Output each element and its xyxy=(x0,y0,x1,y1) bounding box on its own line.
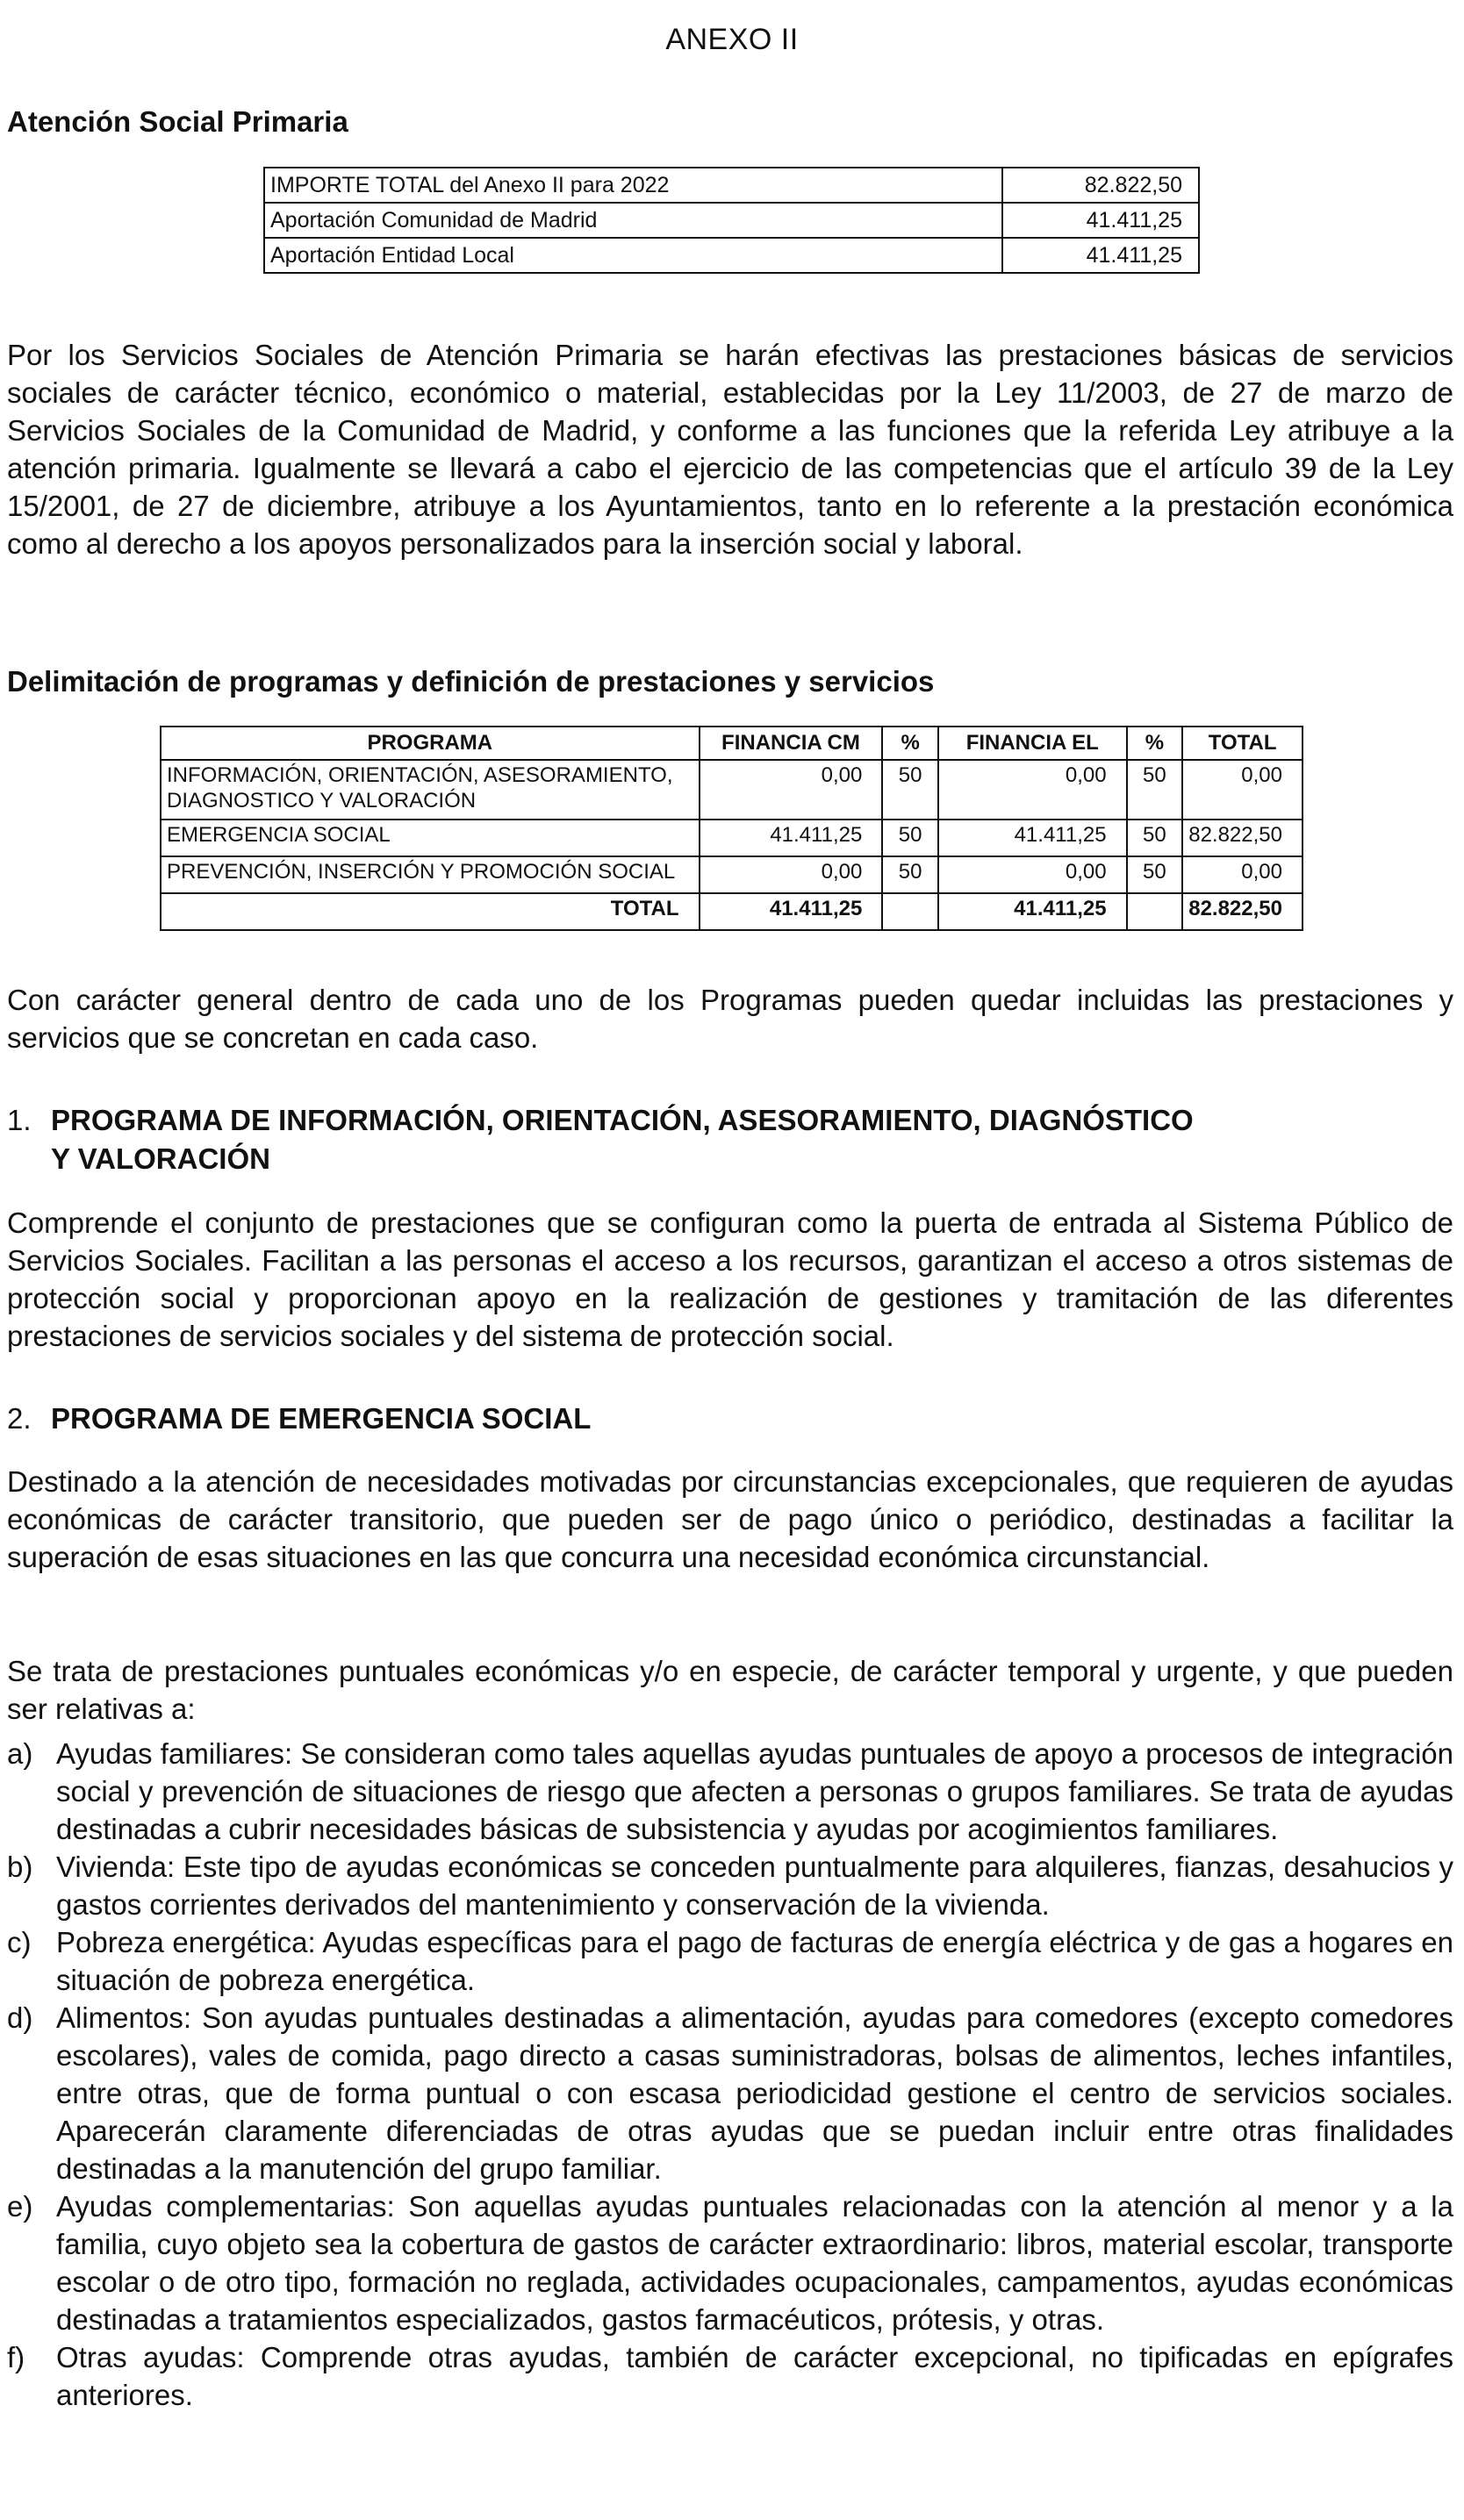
list-item-text: Otras ayudas: Comprende otras ayudas, también de carácter excepcional, no tipificadas en epígrafes anteriores. xyxy=(56,2341,1453,2411)
list-marker: f) xyxy=(7,2341,25,2373)
list-marker: d) xyxy=(7,2001,33,2034)
list-item xyxy=(7,2338,1453,2414)
summary-label: IMPORTE TOTAL del Anexo II para 2022 xyxy=(264,168,1002,203)
table-row xyxy=(161,760,1303,820)
cell-financia-el: 41.411,25 xyxy=(938,820,1127,856)
summary-label: Aportación Comunidad de Madrid xyxy=(264,203,1002,238)
annex-title: ANEXO II xyxy=(665,23,799,56)
program2-heading xyxy=(7,1400,1446,1438)
section-title: Atención Social Primaria xyxy=(7,105,348,138)
program2-number: 2. xyxy=(7,1402,32,1435)
table-row xyxy=(161,856,1303,893)
cell-programa: PREVENCIÓN, INSERCIÓN Y PROMOCIÓN SOCIAL xyxy=(161,856,700,893)
general-paragraph: Con carácter general dentro de cada uno de los Programas pueden quedar incluidas las prestaciones y servicios que se concretan en cada caso. xyxy=(7,984,1453,1054)
program1-title-line1: PROGRAMA DE INFORMACIÓN, ORIENTACIÓN, ASESORAMIENTO, DIAGNÓSTICO xyxy=(51,1104,1194,1136)
total-label: TOTAL xyxy=(161,893,700,930)
total-financia-cm: 41.411,25 xyxy=(700,893,883,930)
intro-paragraph: Por los Servicios Sociales de Atención Primaria se harán efectivas las prestaciones básicas de servicios sociales de carácter técnico, económico o material, establecidas por la Ley 11/2003, de 27 de marzo de Servicios Sociales de la Comunidad de Madrid, y conforme a las funciones que la referida Ley atribuye a la atención primaria. Igualmente se llevará a cabo el ejercicio de las competencias que el artículo 39 de la Ley 15/2001, de 27 de diciembre, atribuye a los Ayuntamientos, tanto en lo referente a la prestación económica como al derecho a los apoyos personalizados para la inserción social y laboral. xyxy=(7,339,1453,560)
list-marker: e) xyxy=(7,2190,33,2223)
list-item xyxy=(7,2187,1453,2338)
program2-text2: Se trata de prestaciones puntuales económicas y/o en especie, de carácter temporal y urgente, y que pueden ser relativas a: xyxy=(7,1655,1453,1725)
col-header-programa: PROGRAMA xyxy=(161,727,700,760)
table-row xyxy=(161,820,1303,856)
cell-pct-cm: 50 xyxy=(882,856,938,893)
list-item xyxy=(7,1848,1453,1923)
aid-types-list xyxy=(7,1735,1453,2414)
cell-pct-el: 50 xyxy=(1127,760,1183,820)
summary-value: 82.822,50 xyxy=(1002,168,1199,203)
programs-table xyxy=(160,726,1303,931)
cell-total: 0,00 xyxy=(1182,760,1303,820)
list-item-text: Ayudas familiares: Se consideran como tales aquellas ayudas puntuales de apoyo a procesos de integración social y prevención de situaciones de riesgo que afecten a personas o grupos familiares. Se trata de ayudas destinadas a cubrir necesidades básicas de subsistencia y ayudas por acogimientos familiares. xyxy=(56,1737,1453,1845)
list-item xyxy=(7,1735,1453,1848)
summary-value: 41.411,25 xyxy=(1002,238,1199,273)
cell-financia-el: 0,00 xyxy=(938,760,1127,820)
list-item-text: Alimentos: Son ayudas puntuales destinadas a alimentación, ayudas para comedores (excepto comedores escolares), vales de comida, pago directo a casas suministradoras, bolsas de alimentos, leches infantiles, entre otras, que de forma puntual o con escasa periodicidad gestione el centro de servicios sociales. Aparecerán claramente diferenciadas de otras ayudas que se puedan incluir entre otras finalidades destinadas a la manutención del grupo familiar. xyxy=(56,2001,1453,2185)
cell-pct-el: 50 xyxy=(1127,820,1183,856)
total-financia-el: 41.411,25 xyxy=(938,893,1127,930)
program2-title: PROGRAMA DE EMERGENCIA SOCIAL xyxy=(51,1402,592,1435)
cell-pct-cm: 50 xyxy=(882,820,938,856)
table-row xyxy=(264,238,1199,273)
program1-heading xyxy=(7,1101,1446,1178)
list-item-text: Pobreza energética: Ayudas específicas para el pago de facturas de energía eléctrica y de gas a hogares en situación de pobreza energética. xyxy=(56,1926,1453,1996)
list-item-text: Vivienda: Este tipo de ayudas económicas se conceden puntualmente para alquileres, fianzas, desahucios y gastos corrientes derivados del mantenimiento y conservación de la vivienda. xyxy=(56,1851,1453,1921)
program1-number: 1. xyxy=(7,1104,32,1136)
summary-value: 41.411,25 xyxy=(1002,203,1199,238)
program1-text: Comprende el conjunto de prestaciones que se configuran como la puerta de entrada al Sistema Público de Servicios Sociales. Facilitan a las personas el acceso a los recursos, garantizan el acceso a otros sistemas de protección social y proporcionan apoyo en la realización de gestiones y tramitación de las diferentes prestaciones de servicios sociales y del sistema de protección social. xyxy=(7,1206,1453,1352)
col-header-financia-cm: FINANCIA CM xyxy=(700,727,883,760)
table-header-row xyxy=(161,727,1303,760)
total-pct-cm-empty xyxy=(882,893,938,930)
list-marker: a) xyxy=(7,1737,33,1770)
list-item xyxy=(7,1999,1453,2187)
summary-table xyxy=(263,167,1200,274)
cell-financia-cm: 0,00 xyxy=(700,760,883,820)
summary-label: Aportación Entidad Local xyxy=(264,238,1002,273)
col-header-pct-cm: % xyxy=(882,727,938,760)
cell-financia-cm: 0,00 xyxy=(700,856,883,893)
list-item-text: Ayudas complementarias: Son aquellas ayudas puntuales relacionadas con la atención al menor y a la familia, cuyo objeto sea la cobertura de gastos de carácter extraordinario: libros, material escolar, transporte escolar o de otro tipo, formación no reglada, actividades ocupacionales, campamentos, ayudas económicas destinadas a tratamientos especializados, gastos farmacéuticos, prótesis, y otras. xyxy=(56,2190,1453,2336)
list-marker: c) xyxy=(7,1926,32,1958)
table-total-row xyxy=(161,893,1303,930)
col-header-financia-el: FINANCIA EL xyxy=(938,727,1127,760)
list-item xyxy=(7,1923,1453,1999)
cell-pct-cm: 50 xyxy=(882,760,938,820)
cell-total: 82.822,50 xyxy=(1182,820,1303,856)
table-row xyxy=(264,203,1199,238)
list-marker: b) xyxy=(7,1851,33,1883)
table-row xyxy=(264,168,1199,203)
col-header-pct-el: % xyxy=(1127,727,1183,760)
total-total: 82.822,50 xyxy=(1182,893,1303,930)
cell-programa: INFORMACIÓN, ORIENTACIÓN, ASESORAMIENTO, DIAGNOSTICO Y VALORACIÓN xyxy=(161,760,700,820)
cell-total: 0,00 xyxy=(1182,856,1303,893)
col-header-total: TOTAL xyxy=(1182,727,1303,760)
program2-text1: Destinado a la atención de necesidades motivadas por circunstancias excepcionales, que requieren de ayudas económicas de carácter transitorio, que pueden ser de pago único o periódico, destinadas a facilitar la superación de esas situaciones en las que concurra una necesidad económica circunstancial. xyxy=(7,1465,1453,1573)
total-pct-el-empty xyxy=(1127,893,1183,930)
programs-heading: Delimitación de programas y definición de prestaciones y servicios xyxy=(7,665,935,698)
cell-pct-el: 50 xyxy=(1127,856,1183,893)
program1-title-line2: Y VALORACIÓN xyxy=(51,1142,270,1175)
cell-financia-cm: 41.411,25 xyxy=(700,820,883,856)
cell-financia-el: 0,00 xyxy=(938,856,1127,893)
cell-programa: EMERGENCIA SOCIAL xyxy=(161,820,700,856)
